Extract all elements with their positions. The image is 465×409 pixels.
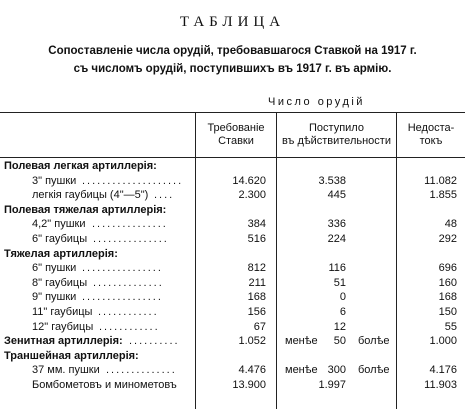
leader-dots: .... <box>154 189 175 202</box>
table-row <box>0 262 465 277</box>
leader-dots: ............... <box>92 218 168 231</box>
leader-dots: ............ <box>98 306 159 318</box>
row-label: легкія гаубицы (4"—5") <box>32 189 149 202</box>
subtitle-line-2: съ числомъ орудій, поступившихъ въ 1917 г. въ армію. <box>73 63 392 75</box>
received-value: 6 <box>339 306 346 318</box>
received-value: 50 <box>333 335 346 348</box>
table-row <box>0 189 465 204</box>
leader-dots: .............. <box>93 276 164 289</box>
leader-dots: .............. <box>106 364 177 377</box>
shortage-value: 168 <box>438 291 457 304</box>
table-row <box>0 277 465 292</box>
category-label: Полевая тяжелая артиллерія: <box>4 203 167 216</box>
demand-value: 13.900 <box>232 379 266 391</box>
row-label: 3" пушки <box>32 174 77 187</box>
category-label: Траншейная артиллерія: <box>4 349 139 362</box>
leader-dots: .................... <box>82 174 184 187</box>
shortage-value: 150 <box>438 306 457 318</box>
qualifier-less: менѣе <box>285 335 318 348</box>
leader-dots: .......... <box>129 335 180 348</box>
qualifier-less: менѣе <box>285 364 318 377</box>
row-label: 8" гаубицы <box>32 276 88 289</box>
demand-value: 4.476 <box>238 364 266 377</box>
row-label: 4,2" пушки <box>32 218 86 231</box>
page-title: ТАБЛИЦА <box>179 14 286 30</box>
shortage-value: 1.000 <box>429 335 457 348</box>
table-row <box>0 379 465 394</box>
category-row <box>0 160 465 175</box>
received-value: 224 <box>327 233 346 245</box>
demand-value: 67 <box>253 320 266 333</box>
demand-value: 1.052 <box>238 335 266 348</box>
category-label: Тяжелая артиллерія: <box>4 247 118 260</box>
demand-value: 14.620 <box>232 174 266 187</box>
table-row <box>0 218 465 233</box>
shortage-value: 292 <box>438 233 457 245</box>
shortage-value: 160 <box>438 276 457 289</box>
category-label: Зенитная артиллерія: <box>4 335 123 348</box>
table-row <box>0 233 465 248</box>
shortage-value: 696 <box>438 262 457 275</box>
header-received-line2: въ дѣйствительности <box>282 135 391 147</box>
header-demand <box>196 122 276 148</box>
demand-value: 516 <box>247 233 266 245</box>
leader-dots: ................ <box>82 262 163 275</box>
table-row <box>0 291 465 306</box>
table-row <box>0 175 465 190</box>
category-label: Полевая легкая артиллерія: <box>4 160 157 172</box>
header-received <box>277 122 396 148</box>
column-group-header: Число орудій <box>268 96 365 108</box>
leader-dots: ................ <box>82 291 163 304</box>
shortage-value: 55 <box>444 320 457 333</box>
subtitle-line-1: Сопоставленіе числа орудій, требовавшагося Ставкой на 1917 г. <box>48 45 417 57</box>
header-shortage-line1: Недоста- <box>407 122 455 134</box>
header-received-line1: Поступило <box>309 122 364 134</box>
received-value: 1.997 <box>318 379 346 391</box>
received-value: 0 <box>339 291 346 304</box>
shortage-value: 48 <box>444 218 457 231</box>
demand-value: 2.300 <box>238 189 266 202</box>
shortage-value: 11.903 <box>424 379 457 391</box>
row-label: 37 мм. пушки <box>32 364 100 377</box>
table-row <box>0 321 465 336</box>
qualifier-more: болѣе <box>358 364 390 377</box>
row-label: 9" пушки <box>32 291 77 304</box>
header-demand-line2: Ставки <box>218 135 254 147</box>
demand-value: 384 <box>247 218 266 231</box>
demand-value: 211 <box>248 276 266 289</box>
shortage-value: 4.176 <box>429 364 457 377</box>
header-shortage <box>397 122 465 148</box>
demand-value: 168 <box>247 291 266 304</box>
demand-value: 812 <box>247 262 266 275</box>
leader-dots: ............ <box>99 320 160 333</box>
received-value: 12 <box>333 320 346 333</box>
received-value: 300 <box>327 364 346 377</box>
received-value: 336 <box>327 218 346 231</box>
shortage-value: 1.855 <box>429 189 457 202</box>
row-label: Бомбометовъ и минометовъ <box>32 379 177 391</box>
qualifier-more: болѣе <box>358 335 390 348</box>
table-row <box>0 364 465 379</box>
header-shortage-line2: токъ <box>419 135 443 147</box>
row-label: 12" гаубицы <box>32 320 94 333</box>
leader-dots: ............... <box>93 233 169 245</box>
row-label: 11" гаубицы <box>32 306 93 318</box>
category-row <box>0 248 465 263</box>
received-value: 3.538 <box>318 174 346 187</box>
header-demand-line1: Требованіе <box>207 122 265 134</box>
shortage-value: 11.082 <box>424 174 457 187</box>
category-row <box>0 204 465 219</box>
demand-value: 156 <box>247 306 266 318</box>
table-row <box>0 306 465 321</box>
received-value: 116 <box>328 262 346 275</box>
category-row <box>0 335 465 350</box>
row-label: 6" пушки <box>32 262 77 275</box>
row-label: 6" гаубицы <box>32 233 88 245</box>
category-row <box>0 350 465 365</box>
received-value: 445 <box>327 189 346 202</box>
received-value: 51 <box>333 276 346 289</box>
